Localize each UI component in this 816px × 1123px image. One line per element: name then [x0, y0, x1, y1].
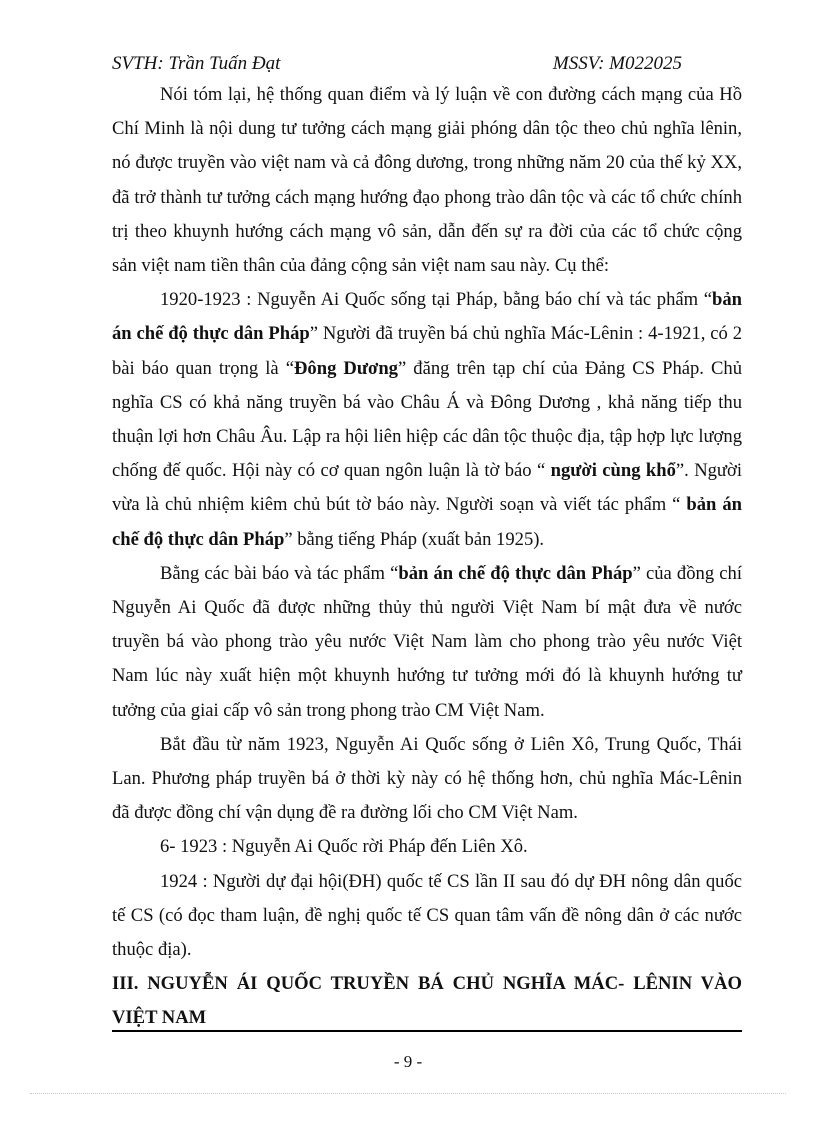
- paragraph: [112, 78, 742, 283]
- text-run: ”. Người vừa là chủ nhiệm kiêm chủ bút tờ báo này. Người soạn và viết tác phẩm “: [112, 460, 743, 516]
- text-run: 1920-1923 : Nguyễn Ai Quốc sống tại Pháp, bằng báo chí và tác phẩm “: [160, 289, 713, 311]
- footer-rule: [112, 1030, 742, 1032]
- text-run: Bằng các bài báo và tác phẩm “: [160, 562, 399, 584]
- student-name: SVTH: Trần Tuấn Đạt: [112, 53, 281, 74]
- paragraph: [112, 865, 742, 968]
- bold-text-run: bản án chế độ thực dân Pháp: [398, 562, 633, 584]
- bold-text-run: bản án chế độ thực dân Pháp: [112, 494, 742, 550]
- page-header: [112, 53, 682, 81]
- bold-text-run: người cùng khổ: [550, 460, 676, 482]
- text-run: ” bằng tiếng Pháp (xuất bản 1925).: [284, 528, 545, 550]
- text-run: ” đăng trên tạp chí của Đảng CS Pháp. Chủ nghĩa CS có khả năng truyền bá vào Châu Á và Đông Dương , khả năng tiếp thu thuận lợi hơn Châu Âu. Lập ra hội liên hiệp các dân tộc thuộc địa, tập hợp lực lượng chống đế quốc. Hội này có cơ quan ngôn luận là tờ báo “: [112, 357, 743, 482]
- document-body: [112, 78, 742, 1036]
- bold-text-run: Đông Dương: [294, 357, 398, 379]
- bold-text-run: bản án chế độ thực dân Pháp: [112, 289, 742, 345]
- paragraph: [112, 557, 742, 728]
- page-number: - 9 -: [393, 1052, 423, 1071]
- paragraph: [112, 728, 742, 831]
- paragraph: [112, 830, 742, 864]
- text-run: ” Người đã truyền bá chủ nghĩa Mác-Lênin : 4-1921, có 2 bài báo quan trọng là “: [112, 323, 742, 379]
- text-run: 1924 : Người dự đại hội(ĐH) quốc tế CS lần II sau đó dự ĐH nông dân quốc tế CS (có đọc tham luận, đề nghị quốc tế CS quan tâm vấn đề nông dân ở các nước thuộc địa).: [112, 870, 742, 961]
- section-heading: III. NGUYỄN ÁI QUỐC TRUYỀN BÁ CHỦ NGHĨA MÁC- LÊNIN VÀO VIỆT NAM: [112, 973, 742, 1029]
- text-run: ” của đồng chí Nguyễn Ai Quốc đã được những thủy thủ người Việt Nam bí mật đưa về nước truyền bá vào phong trào yêu nước Việt Nam làm cho phong trào yêu nước Việt Nam lúc này xuất hiện một khuynh hướng tư tưởng mới đó là khuynh hướng tư tưởng của giai cấp vô sản trong phong trào CM Việt Nam.: [112, 562, 742, 721]
- text-run: 6- 1923 : Nguyễn Ai Quốc rời Pháp đến Liên Xô.: [160, 836, 528, 858]
- paragraph: [112, 283, 742, 557]
- student-id: MSSV: M022025: [552, 53, 682, 74]
- page-edge-dotted-line: [30, 1093, 786, 1094]
- text-run: Nói tóm lại, hệ thống quan điểm và lý luận về con đường cách mạng của Hồ Chí Minh là nội dung tư tưởng cách mạng giải phóng dân tộc theo chủ nghĩa lênin, nó được truyền vào việt nam và cả đông dương, trong những năm 20 của thế kỷ XX, đã trở thành tư tưởng cách mạng hướng đạo phong trào dân tộc và các tổ chức chính trị theo khuynh hướng cách mạng vô sản, dẫn đến sự ra đời của các tổ chức cộng sản việt nam tiền thân của đảng cộng sản việt nam sau này. Cụ thể:: [112, 84, 742, 277]
- text-run: Bắt đầu từ năm 1923, Nguyễn Ai Quốc sống ở Liên Xô, Trung Quốc, Thái Lan. Phương pháp truyền bá ở thời kỳ này có hệ thống hơn, chủ nghĩa Mác-Lênin đã được đồng chí vận dụng đề ra đường lối cho CM Việt Nam.: [112, 733, 742, 824]
